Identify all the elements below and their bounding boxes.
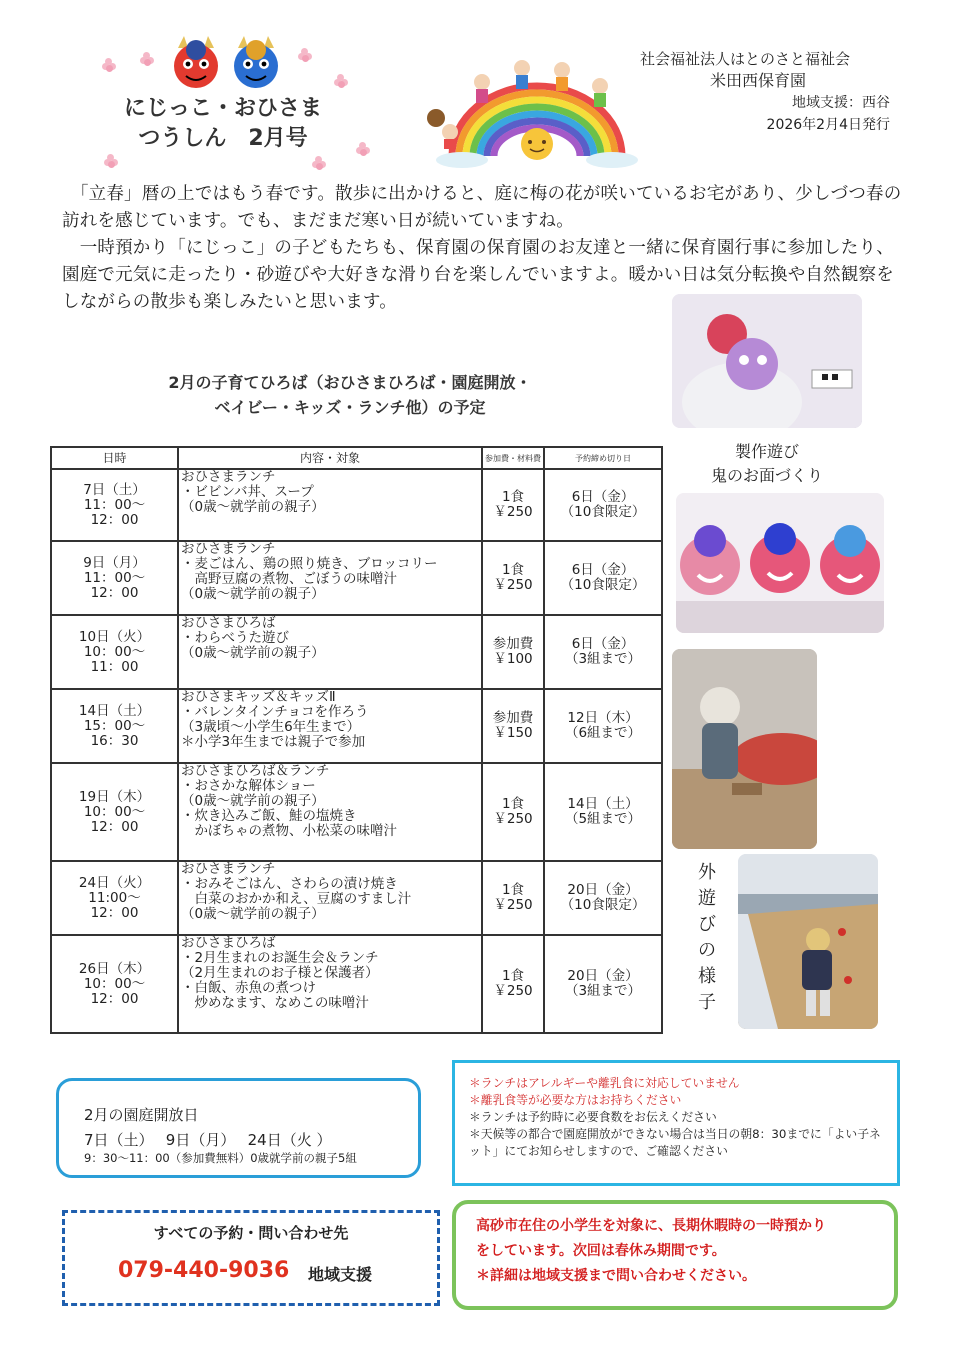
organization-info bbox=[640, 48, 890, 136]
schedule-cell-content bbox=[178, 541, 482, 615]
red-oni-icon bbox=[168, 34, 224, 90]
garden-open-days-dates: 7日（土） 9日（月） 24日（火 ） bbox=[84, 1131, 332, 1149]
title-line1: にじっこ・おひさま bbox=[123, 96, 322, 121]
schedule-heading bbox=[120, 370, 580, 420]
rainbow-children-illustration bbox=[422, 56, 652, 168]
schedule-cell-content bbox=[178, 935, 482, 1033]
schedule-cell-fee bbox=[482, 541, 544, 615]
schedule-cell-deadline bbox=[544, 861, 662, 935]
schedule-cell-date bbox=[51, 689, 178, 763]
org-name: 社会福祉法人はとのさと福祉会 bbox=[640, 50, 851, 68]
schedule-cell-deadline bbox=[544, 615, 662, 689]
schedule-row bbox=[51, 469, 662, 541]
schedule-cell-content bbox=[178, 689, 482, 763]
column-header-date: 日時 bbox=[51, 447, 178, 469]
schedule-cell-date-text: 26日（木） 10：00～ 12：00 bbox=[78, 960, 151, 1007]
schedule-cell-date bbox=[51, 763, 178, 861]
schedule-cell-fee-text: 参加費 ￥150 bbox=[492, 710, 534, 741]
schedule-cell-date-text: 9日（月） 11：00～ 12：00 bbox=[83, 554, 146, 601]
schedule-cell-deadline-text: 20日（金） （3組まで） bbox=[564, 968, 642, 999]
schedule-cell-content bbox=[178, 861, 482, 935]
schedule-cell-deadline-text: 20日（金） （10食限定） bbox=[560, 882, 646, 913]
schedule-row bbox=[51, 689, 662, 763]
photo-oni-mask-making bbox=[672, 294, 862, 428]
schedule-body bbox=[51, 469, 662, 1033]
intro-p1-text: 「立春」暦の上ではもう春です。散歩に出かけると、庭に梅の花が咲いているお宅があり、少しづつ春の訪れを感じています。でも、まだまだ寒い日が続いていますね。 bbox=[62, 184, 902, 231]
schedule-cell-content-text: おひさまランチ ・おみそごはん、さわらの漬け焼き 白菜のおかか和え、豆腐のすまし汁 （0歳～就学前の親子） bbox=[181, 861, 412, 922]
nursery-name: 米田西保育園 bbox=[710, 71, 807, 90]
schedule-cell-date bbox=[51, 861, 178, 935]
garden-open-days-title: 2月の園庭開放日 bbox=[84, 1106, 199, 1124]
schedule-cell-deadline bbox=[544, 689, 662, 763]
schedule-cell-content bbox=[178, 469, 482, 541]
schedule-cell-date bbox=[51, 469, 178, 541]
schedule-cell-fee-text: 1食 ￥250 bbox=[493, 489, 533, 520]
issue-date: 2026年2月4日発行 bbox=[766, 117, 890, 133]
photo-caption-mask-making bbox=[672, 440, 862, 488]
schedule-cell-content-text: おひさまひろば＆ランチ ・おさかな解体ショー （0歳～就学前の親子） ・炊き込みご飯、鮭の塩焼き かぼちゃの煮物、小松菜の味噌汁 bbox=[181, 763, 397, 839]
schedule-heading-line1: 2月の子育てひろば（おひさまひろば・園庭開放・ bbox=[168, 373, 532, 392]
schedule-cell-date bbox=[51, 541, 178, 615]
notes-box bbox=[452, 1060, 900, 1186]
note-baby-food: ＊離乳食等が必要な方はお持ちください bbox=[469, 1093, 682, 1107]
notice-line1: 高砂市在住の小学生を対象に、長期休暇時の一時預かり bbox=[476, 1218, 826, 1234]
schedule-cell-date bbox=[51, 615, 178, 689]
schedule-cell-deadline bbox=[544, 541, 662, 615]
intro-p2-text: 一時預かり「にじっこ」の子どもたちも、保育園の保育園のお友達と一緒に保育園行事に参加したり、園庭で元気に走ったり・砂遊びや大好きな滑り台を楽しんでいますよ。暖かい日は気分転換や自然観察をしながらの散歩も楽しみたいと思います。 bbox=[62, 238, 894, 312]
schedule-cell-fee bbox=[482, 469, 544, 541]
contact-department: 地域支援 bbox=[308, 1265, 373, 1284]
schedule-cell-fee-text: 参加費 ￥100 bbox=[492, 636, 534, 667]
sand-play-image bbox=[672, 649, 817, 849]
schedule-heading-line2: ベイビー・キッズ・ランチ他）の予定 bbox=[214, 398, 486, 417]
photo-sand-play bbox=[672, 649, 817, 849]
title-line2: つうしん 2月号 bbox=[138, 126, 308, 151]
schedule-cell-fee bbox=[482, 861, 544, 935]
garden-open-days-note: 9：30～11：00（参加費無料）0歳就学前の親子5組 bbox=[84, 1151, 357, 1165]
schedule-cell-fee bbox=[482, 689, 544, 763]
schedule-row bbox=[51, 763, 662, 861]
temporary-care-notice bbox=[452, 1200, 898, 1310]
schedule-header-row bbox=[51, 447, 662, 469]
schedule-cell-deadline bbox=[544, 935, 662, 1033]
schedule-cell-deadline-text: 14日（土） （5組まで） bbox=[564, 796, 642, 827]
schedule-cell-deadline-text: 6日（金） （10食限定） bbox=[560, 489, 646, 520]
newsletter-title bbox=[108, 94, 338, 154]
caption1-line2: 鬼のお面づくり bbox=[710, 466, 823, 485]
notice-line2: をしています。次回は春休み期間です。 bbox=[476, 1243, 726, 1259]
schedule-cell-date-text: 19日（木） 10：00～ 12：00 bbox=[78, 788, 151, 835]
caption1-line1: 製作遊び bbox=[734, 442, 799, 461]
schedule-cell-deadline-text: 12日（木） （6組まで） bbox=[564, 710, 642, 741]
schedule-cell-deadline-text: 6日（金） （10食限定） bbox=[560, 562, 646, 593]
schedule-cell-date-text: 7日（土） 11：00～ 12：00 bbox=[83, 481, 146, 528]
schedule-row bbox=[51, 615, 662, 689]
schedule-cell-content bbox=[178, 763, 482, 861]
schedule-cell-content-text: おひさまひろば ・わらべうた遊び （0歳～就学前の親子） bbox=[181, 615, 325, 661]
column-header-deadline: 予約締め切り日 bbox=[544, 447, 662, 469]
photo-caption-outdoor-play: 外遊びの様子 bbox=[698, 862, 716, 1013]
schedule-cell-deadline-text: 6日（金） （3組まで） bbox=[564, 636, 642, 667]
support-area: 地域支援：西谷 bbox=[792, 95, 890, 111]
schedule-cell-content-text: おひさまランチ ・麦ごはん、鶏の照り焼き、ブロッコリー 高野豆腐の煮物、ごぼうの味噌汁 （0歳～就学前の親子） bbox=[181, 541, 438, 602]
schedule-cell-fee bbox=[482, 935, 544, 1033]
schedule-cell-date-text: 10日（火） 10：00～ 11：00 bbox=[78, 628, 151, 675]
schedule-cell-fee-text: 1食 ￥250 bbox=[493, 968, 533, 999]
column-header-fee: 参加費・材料費 bbox=[482, 447, 544, 469]
schedule-cell-content-text: おひさまキッズ＆キッズⅡ ・バレンタインチョコを作ろう （3歳頃～小学生6年生まで） ＊小学3年生までは親子で参加 bbox=[181, 689, 369, 750]
schedule-row bbox=[51, 861, 662, 935]
schedule-cell-fee-text: 1食 ￥250 bbox=[493, 562, 533, 593]
blue-oni-icon bbox=[228, 34, 284, 90]
schedule-cell-date-text: 14日（土） 15：00～ 16：30 bbox=[78, 702, 151, 749]
schedule-cell-date-text: 24日（火） 11:00～ 12：00 bbox=[78, 874, 151, 921]
schedule-table bbox=[50, 446, 663, 1034]
schedule-cell-fee-text: 1食 ￥250 bbox=[493, 796, 533, 827]
schedule-cell-fee-text: 1食 ￥250 bbox=[493, 882, 533, 913]
schedule-cell-date bbox=[51, 935, 178, 1033]
schedule-row bbox=[51, 541, 662, 615]
note-allergy: ＊ランチはアレルギーや離乳食に対応していません bbox=[469, 1076, 740, 1090]
contact-phone[interactable]: 079-440-9036 bbox=[118, 1258, 290, 1283]
note-lunch-count: ＊ランチは予約時に必要食数をお伝えください bbox=[469, 1110, 717, 1124]
notice-line3: ＊詳細は地域支援まで問い合わせください。 bbox=[476, 1268, 756, 1284]
note-weather: ＊天候等の都合で園庭開放ができない場合は当日の朝8：30までに「よい子ネット」にてお知らせしますので、ご確認ください bbox=[469, 1127, 881, 1158]
oni-mask-craft-image bbox=[672, 294, 862, 428]
schedule-cell-fee bbox=[482, 615, 544, 689]
photo-oni-masks bbox=[676, 493, 884, 633]
schedule-cell-content-text: おひさまひろば ・2月生まれのお誕生会＆ランチ （2月生まれのお子様と保護者） ・白飯、赤魚の煮つけ 炒めなます、なめこの味噌汁 bbox=[181, 935, 379, 1011]
schedule-cell-fee bbox=[482, 763, 544, 861]
oni-masks-image bbox=[676, 493, 884, 633]
contact-title: すべての予約・問い合わせ先 bbox=[153, 1224, 349, 1242]
schedule-cell-deadline bbox=[544, 469, 662, 541]
column-header-content: 内容・対象 bbox=[178, 447, 482, 469]
climbing-wall-image bbox=[738, 854, 878, 1029]
intro-paragraph-1 bbox=[62, 181, 902, 235]
schedule-row bbox=[51, 935, 662, 1033]
schedule-cell-deadline bbox=[544, 763, 662, 861]
schedule-cell-content bbox=[178, 615, 482, 689]
schedule-cell-content-text: おひさまランチ ・ビビンバ丼、スープ （0歳～就学前の親子） bbox=[181, 469, 325, 515]
photo-climbing-wall bbox=[738, 854, 878, 1029]
